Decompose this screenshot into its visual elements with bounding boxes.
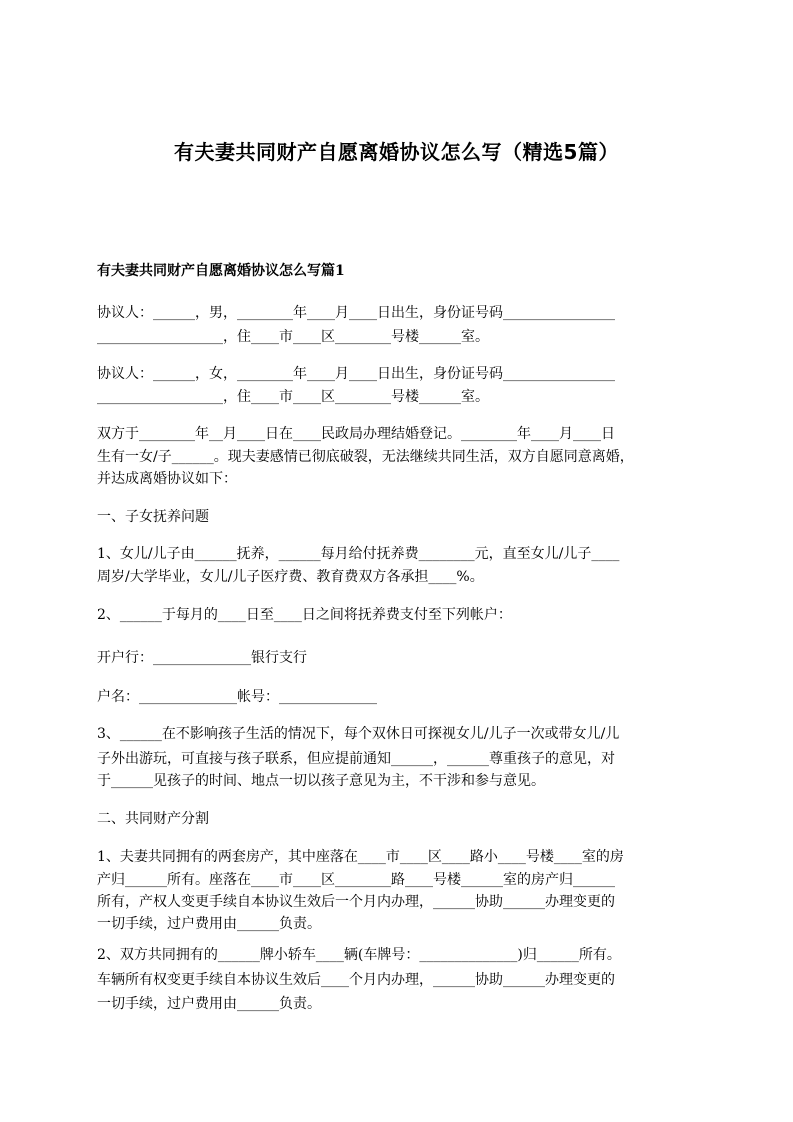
paragraph-line: 并达成离婚协议如下： xyxy=(97,471,237,487)
paragraph-line: 协议人：______，男，________年____月____日出生，身份证号码________________ xyxy=(97,305,615,321)
paragraph-line: __________________，住____市____区________号楼______室。 xyxy=(97,389,489,405)
document-title: 有夫妻共同财产自愿离婚协议怎么写（精选5篇） xyxy=(174,140,619,164)
paragraph-line: 协议人：______，女，________年____月____日出生，身份证号码________________ xyxy=(97,366,615,382)
paragraph-line: 3、______在不影响孩子生活的情况下，每个双休日可探视女儿/儿子一次或带女儿/儿 xyxy=(97,726,620,742)
paragraph-line: 车辆所有权变更手续自本协议生效后____个月内办理，______协助______办理变更的 xyxy=(97,972,615,988)
paragraph-line: 于______见孩子的时间、地点一切以孩子意见为主，不干涉和参与意见。 xyxy=(97,773,545,789)
paragraph-line: 一切手续，过户费用由______负责。 xyxy=(97,996,321,1012)
paragraph-line: __________________，住____市____区________号楼______室。 xyxy=(97,329,489,345)
paragraph-line: 开户行：______________银行支行 xyxy=(97,650,307,666)
paragraph-line: 双方于________年__月____日在____民政局办理结婚登记。________年____月____日 xyxy=(97,426,615,442)
section-heading: 二、共同财产分割 xyxy=(97,811,209,827)
paragraph-line: 子外出游玩，可直接与孩子联系，但应提前通知______，______尊重孩子的意见，对 xyxy=(97,751,615,767)
paragraph-line: 一切手续，过户费用由______负责。 xyxy=(97,916,321,932)
paragraph-line: 所有，产权人变更手续自本协议生效后一个月内办理，______协助______办理变更的 xyxy=(97,894,615,910)
paragraph-line: 2、双方共同拥有的______牌小轿车____辆(车牌号：______________)归______所有。 xyxy=(97,947,621,963)
paragraph-line: 产归______所有。座落在____市____区________路____号楼______室的房产归______ xyxy=(97,872,615,888)
paragraph-line: 周岁/大学毕业，女儿/儿子医疗费、教育费双方各承担____%。 xyxy=(97,569,484,585)
paragraph-line: 1、女儿/儿子由______抚养，______每月给付抚养费________元，直至女儿/儿子____ xyxy=(97,546,620,562)
paragraph-line: 2、______于每月的____日至____日之间将抚养费支付至下列帐户： xyxy=(97,607,512,623)
paragraph-line: 1、夫妻共同拥有的两套房产，其中座落在____市____区____路小____号楼____室的房 xyxy=(97,849,624,865)
paragraph-line: 生有一女/子______。现夫妻感情已彻底破裂，无法继续共同生活，双方自愿同意离婚， xyxy=(97,449,634,465)
paragraph-line: 户名：______________帐号：______________ xyxy=(97,689,377,705)
section-title: 有夫妻共同财产自愿离婚协议怎么写篇1 xyxy=(97,263,345,279)
section-heading: 一、子女抚养问题 xyxy=(97,509,209,525)
